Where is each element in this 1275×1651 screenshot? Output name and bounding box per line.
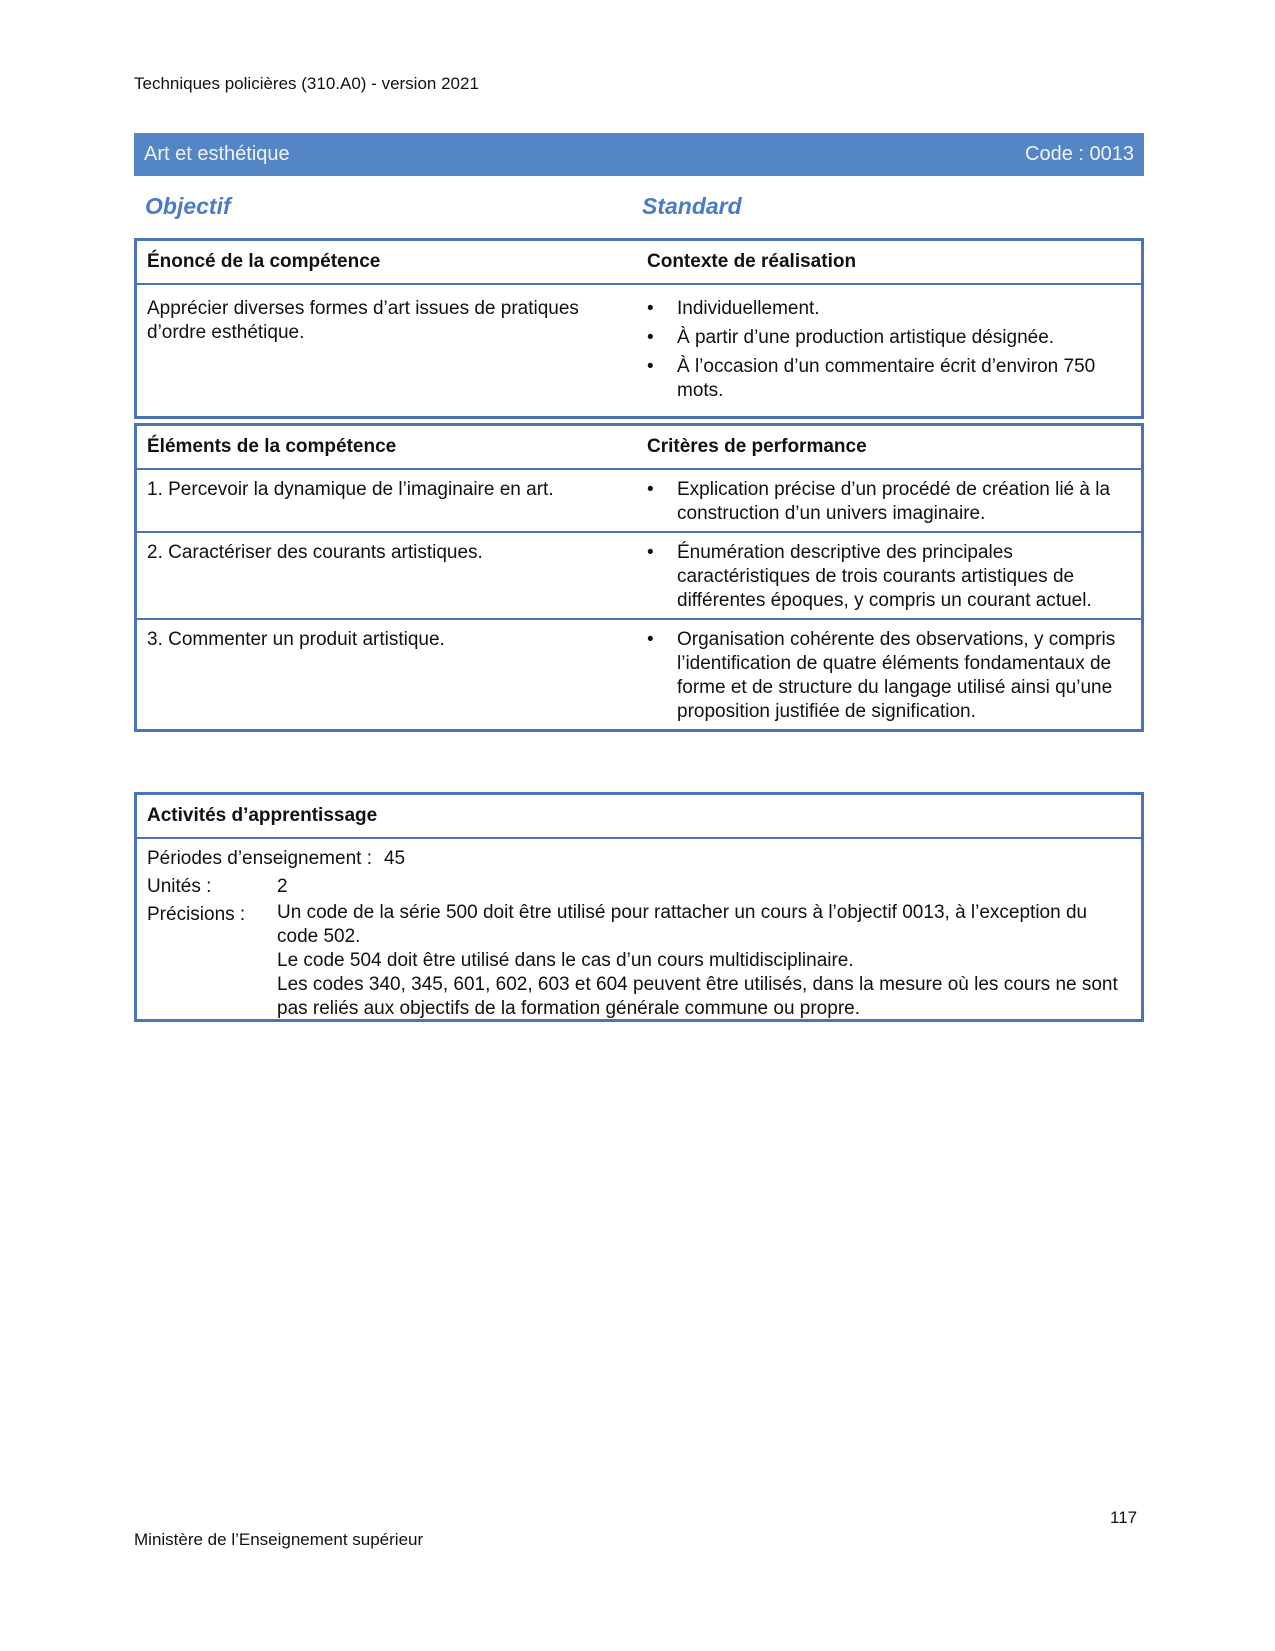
units-label: Unités :	[147, 876, 212, 897]
units-row	[147, 873, 1131, 901]
periods-row	[147, 845, 1131, 873]
competency-statement-table	[134, 238, 1144, 419]
element-text: 3. Commenter un produit artistique.	[136, 619, 638, 731]
objectif-heading: Objectif	[145, 193, 231, 219]
units-value: 2	[277, 876, 288, 897]
element-text: 2. Caractériser des courants artistiques.	[136, 532, 638, 619]
context-item: • À l’occasion d’un commentaire écrit d’environ 750 mots.	[647, 355, 1131, 403]
document-header: Techniques policières (310.A0) - version 2021	[134, 74, 479, 93]
competency-code: Code : 0013	[1025, 143, 1134, 165]
learning-activities-box	[134, 792, 1144, 1022]
precisions-row	[147, 901, 1131, 1021]
statement-header: Énoncé de la compétence	[136, 240, 638, 285]
table-row	[136, 619, 1143, 731]
document-footer: Ministère de l’Enseignement supérieur	[134, 1530, 424, 1549]
context-item: • Individuellement.	[647, 297, 1131, 321]
criterion-text: • Organisation cohérente des observations, y compris l’identification de quatre éléments fondamentaux de forme et de structure du langage utilisé ainsi qu’une proposition justifiée de signification.	[647, 628, 1131, 724]
title-bar	[134, 133, 1144, 176]
precision-paragraph: Le code 504 doit être utilisé dans le cas d’un cours multidisciplinaire.	[277, 950, 854, 971]
section-headings	[145, 193, 1145, 223]
element-text: 1. Percevoir la dynamique de l’imaginaire en art.	[147, 479, 554, 500]
precisions-text	[277, 901, 1131, 1021]
context-cell	[637, 284, 1143, 418]
context-header: Contexte de réalisation	[637, 240, 1143, 285]
criterion-text: • Énumération descriptive des principales caractéristiques de trois courants artistiques de différentes époques, y compris un courant actuel.	[647, 541, 1131, 613]
precision-paragraph: Un code de la série 500 doit être utilisé pour rattacher un cours à l’objectif 0013, à l’exception du code 502.	[277, 902, 1088, 947]
page-number: 117	[1110, 1508, 1138, 1527]
context-item: • À partir d’une production artistique désignée.	[647, 326, 1131, 350]
criterion-text: • Explication précise d’un procédé de création lié à la construction d’un univers imaginaire.	[647, 478, 1131, 526]
competency-title: Art et esthétique	[144, 143, 290, 165]
table-row	[136, 469, 1143, 532]
criteria-header: Critères de performance	[637, 425, 1143, 470]
precisions-label: Précisions :	[147, 904, 246, 925]
standard-heading: Standard	[642, 193, 742, 219]
competency-elements-table	[134, 423, 1144, 732]
periods-label: Périodes d’enseignement :	[147, 848, 372, 869]
elements-header: Éléments de la compétence	[136, 425, 638, 470]
periods-value: 45	[383, 848, 406, 869]
competency-statement: Apprécier diverses formes d’art issues de pratiques d’ordre esthétique.	[147, 298, 579, 343]
activities-title: Activités d’apprentissage	[137, 795, 1141, 839]
table-row	[136, 532, 1143, 619]
precision-paragraph: Les codes 340, 345, 601, 602, 603 et 604 peuvent être utilisés, dans la mesure où les cours ne sont pas reliés aux objectifs de la formation générale commune ou propre.	[277, 974, 1118, 1019]
